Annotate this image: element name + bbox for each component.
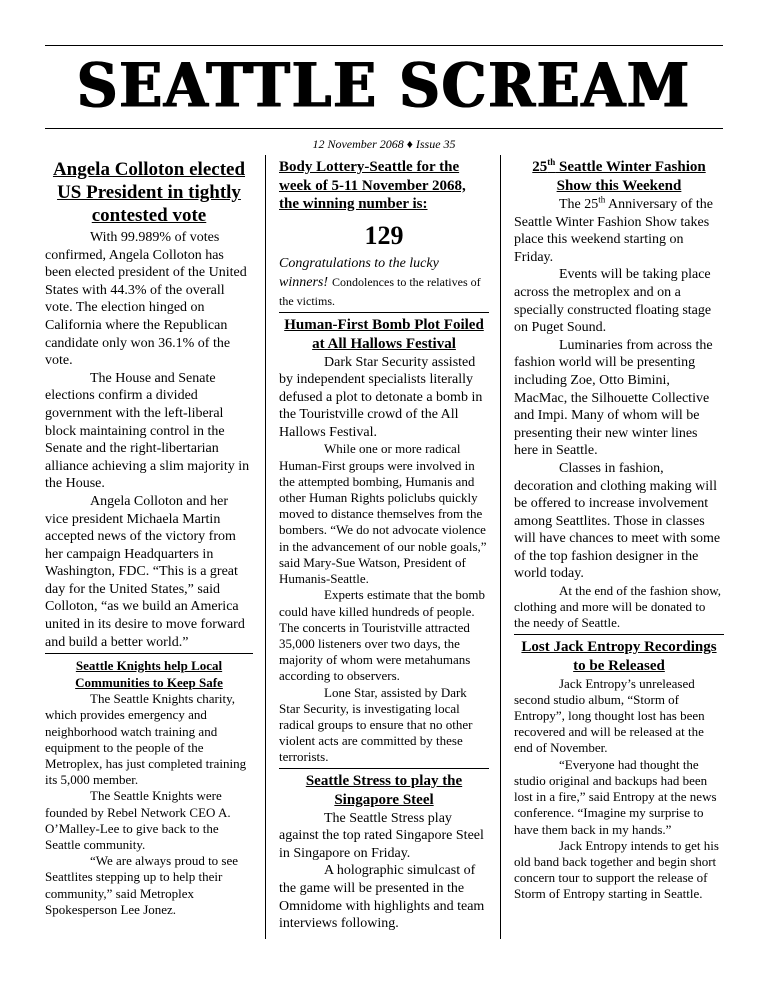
article-bomb-plot [279, 354, 489, 766]
article-jack-entropy [514, 676, 724, 903]
column-1 [45, 158, 253, 918]
paragraph-text: Anniversary of the Seattle Winter Fashion Show takes place this weekend starting on Friday. [514, 197, 713, 265]
article-paragraph: Angela Colloton and her vice president Michaela Martin accepted news of the victory from her campaign Headquarters in Washington, FDC. “This is a great day for the United States,” said Colloton, “as we build an America united in its desire to move forward and build a better world.” [45, 493, 245, 650]
section-rule [279, 768, 489, 769]
article-president [45, 229, 253, 651]
article-fashion-show [514, 196, 724, 632]
section-rule [45, 653, 253, 654]
headline-seattle-knights: Seattle Knights help Local Communities to Keep Safe [75, 658, 223, 691]
article-paragraph: Jack Entropy’s unreleased second studio album, “Storm of Entropy”, long thought lost has been recovered and will be released at the end of November. [514, 675, 705, 756]
article-paragraph: A holographic simulcast of the game will be presented in the Omnidome with highlights and team interviews following. [279, 863, 485, 932]
column-divider-1 [265, 155, 266, 939]
column-2 [279, 158, 489, 933]
article-paragraph: Jack Entropy intends to get his old band back together and begin short concern tour to support the release of Storm of Entropy starting in Seattle. [514, 837, 719, 902]
top-rule [45, 45, 723, 46]
article-paragraph: Luminaries from across the fashion world will be presenting including Zoe, Otto Bimini, MacMac, the Silhouette Collective and Impi. Many of whom will be presenting their new winter lines here in Seattle. [514, 337, 713, 459]
section-rule [514, 634, 724, 635]
article-paragraph: Events will be taking place across the metroplex and on a specially constructed floating stage on Puget Sound. [514, 267, 712, 336]
article-paragraph: With 99.989% of votes confirmed, Angela Colloton has been elected president of the United States with 44.3% of the overall vote. The election hinged on California where the Republican candidate only won 36.1% of the vote. [45, 230, 247, 369]
article-paragraph [514, 196, 724, 266]
lottery-message [279, 254, 489, 310]
article-paragraph: The Seattle Knights charity, which provides emergency and neighborhood watch training and equipment to the people of the Metroplex, has just completed training its 5,000 member. [45, 691, 247, 788]
article-paragraph: While one or more radical Human-First groups were involved in the attempted bombing, Humanis and other Human Rights policlubs quickly moved to distance themselves from the bombers. “We do not advocate violence in the advancement of our noble goals,” said Mary-Sue Watson, President of Humanis-Seattle. [279, 441, 487, 587]
headline-jack-entropy: Lost Jack Entropy Recordings to be Released [521, 638, 717, 674]
lottery-condolences: Condolences to the relatives of the victims. [279, 274, 481, 308]
lottery-number: 129 [364, 220, 404, 250]
headline-superscript: th [547, 157, 556, 167]
headline-fashion-show [514, 158, 724, 196]
headline-body-lottery: Body Lottery-Seattle for the week of 5-11 November 2068, the winning number is: [279, 159, 466, 212]
paragraph-superscript: th [598, 194, 606, 205]
masthead [45, 50, 723, 122]
column-3 [514, 158, 724, 903]
article-paragraph: The Seattle Knights were founded by Rebel Network CEO A. O’Malley-Lee to give back to the Seattle community. [45, 788, 231, 853]
masthead-title: SEATTLE SCREAM [76, 50, 692, 122]
article-paragraph: The Seattle Stress play against the top rated Singapore Steel in Singapore on Friday. [279, 810, 484, 861]
headline-number: 25 [532, 159, 548, 175]
lottery-congrats: Congratulations to the lucky winners! [279, 255, 439, 290]
article-seattle-knights [45, 691, 253, 918]
article-seattle-stress [279, 810, 489, 933]
headline-text: Seattle Winter Fashion Show this Weekend [555, 159, 706, 194]
article-paragraph: “We are always proud to see Seattlites stepping up to help their community,” said Metroplex Spokesperson Lee Jonez. [45, 853, 239, 917]
article-paragraph: The House and Senate elections confirm a divided government with the left-liberal block maintaining control in the Senate and the right-libertarian alliance achieving a slim majority in the House. [45, 370, 250, 492]
article-paragraph: “Everyone had thought the studio original and backups had been lost in a fire,” said Entropy at the news conference. “Imagine my surprise to have them back in my hands.” [514, 756, 717, 837]
article-paragraph: Lone Star, assisted by Dark Star Security, is investigating local radical groups to ensure that no other violent acts are committed by these terrorists. [279, 684, 473, 765]
article-paragraph: Classes in fashion, decoration and clothing making will be offered to increase involvement among Seattlites. Those in classes will have chances to meet with some of the top fashion designer in the world today. [514, 460, 721, 582]
article-paragraph: Experts estimate that the bomb could have killed hundreds of people. The concerts in Touristville attracted 35,000 listeners over two days, the majority of whom were metahumans according to observers. [279, 587, 486, 684]
headline-seattle-stress: Seattle Stress to play the Singapore Steel [305, 772, 463, 808]
dateline: 12 November 2068 ♦ Issue 35 [312, 137, 456, 151]
article-paragraph: At the end of the fashion show, clothing and more will be donated to the needy of Seattle. [514, 583, 721, 631]
column-divider-2 [500, 155, 501, 939]
headline-bomb-plot: Human-First Bomb Plot Foiled at All Hallows Festival [284, 316, 484, 352]
masthead-bottom-rule [45, 128, 723, 129]
section-rule [279, 312, 489, 313]
paragraph-text: The 25 [559, 197, 599, 212]
headline-president: Angela Colloton elected US President in tightly contested vote [52, 159, 246, 226]
article-paragraph: Dark Star Security assisted by independent specialists literally defused a plot to detonate a bomb in the Touristville crowd of the All Hallows Festival. [279, 354, 483, 440]
